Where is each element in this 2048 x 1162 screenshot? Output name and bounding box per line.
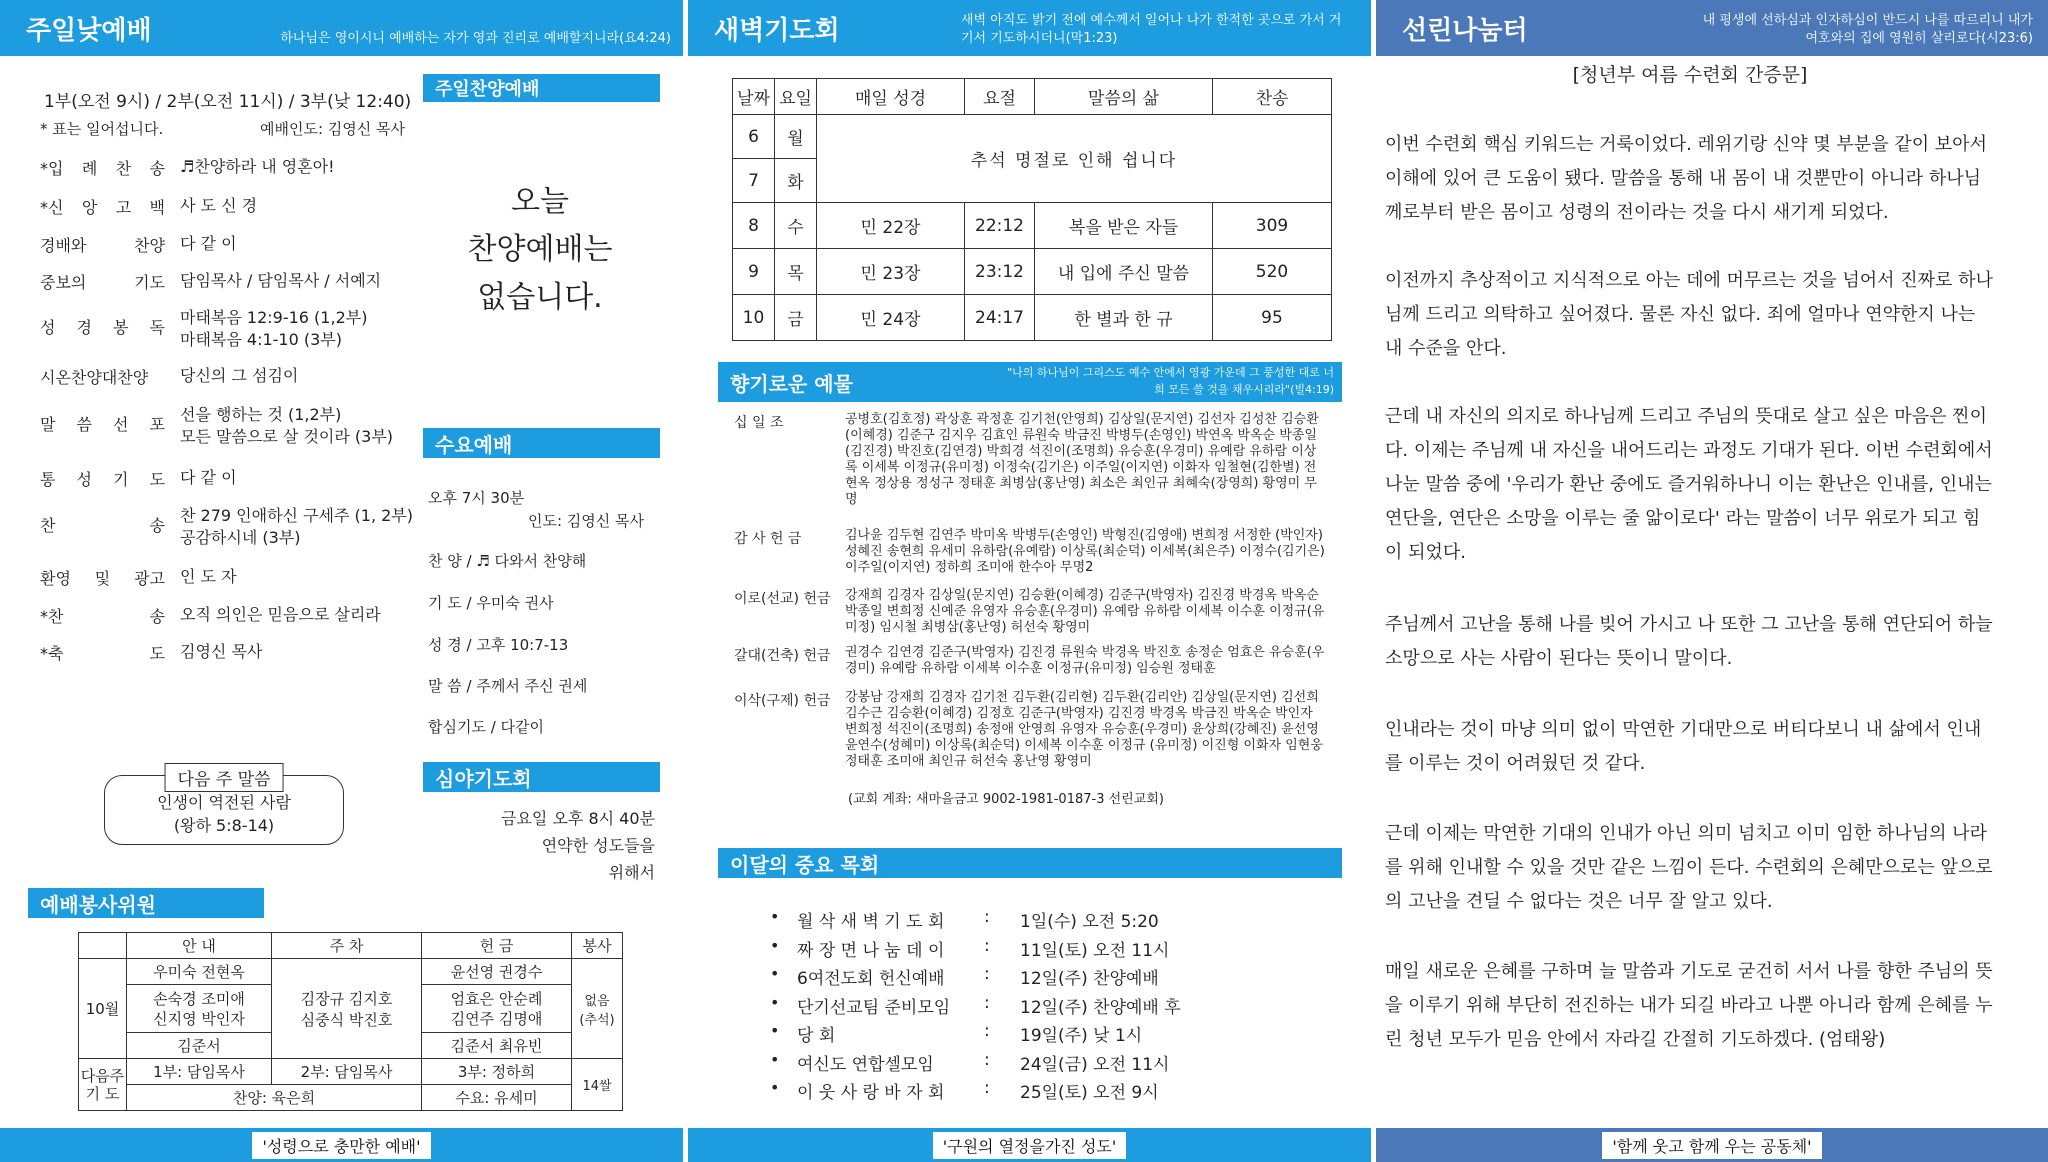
offering-verse: "나의 하나님이 그리스도 예수 안에서 영광 가운데 그 풍성한 대로 너희 모든 쓸 것을 채우시리라"(빌4:19) bbox=[1007, 366, 1334, 396]
testimony-paragraph: 이전까지 추상적이고 지식적으로 아는 데에 머무르는 것을 넘어서 진짜로 하나님께 드리고 의탁하고 싶어졌다. 물론 자신 없다. 죄에 얼마나 연약한지 나는 내 수준을 안다. bbox=[1385, 270, 1993, 359]
order-content: 당신의 그 섬김이 bbox=[180, 366, 299, 385]
col1-footer-text: '성령으로 충만한 예배' bbox=[252, 1132, 430, 1159]
wednesday-item: 기 도 / 우미숙 권사 bbox=[428, 594, 554, 612]
committee-corner bbox=[79, 933, 127, 959]
wednesday-item: 합심기도 / 다같이 bbox=[428, 718, 545, 736]
event-name: 월 삭 새 벽 기 도 회 bbox=[797, 912, 945, 932]
order-label: 중보의 기도 bbox=[40, 273, 165, 292]
order-content-2: 모든 말씀으로 살 것이라 (3부) bbox=[180, 427, 394, 446]
wednesday-item: 성 경 / 고후 10:7-13 bbox=[428, 636, 569, 654]
order-content: 다 같 이 bbox=[180, 234, 237, 253]
guide-r2: 손숙경 조미애 신지영 박인자 bbox=[127, 985, 272, 1033]
order-content: 찬 279 인애하신 구세주 (1, 2부) bbox=[180, 506, 414, 525]
row-life: 한 별과 한 규 bbox=[1035, 295, 1213, 341]
event-colon: : bbox=[984, 992, 990, 1013]
event-name: 6여전도회 헌신예배 bbox=[797, 969, 945, 989]
next-week-reference: (왕하 5:8-14) bbox=[173, 816, 275, 835]
event-date: 25일(토) 오전 9시 bbox=[1020, 1083, 1159, 1103]
col3-footer-text: '함께 웃고 함께 우는 공동체' bbox=[1602, 1132, 1821, 1159]
th-bible: 매일 성경 bbox=[817, 79, 965, 115]
event-name: 당 회 bbox=[797, 1026, 836, 1046]
order-label: 경배와 찬양 bbox=[40, 236, 165, 255]
next-week-title: 다음 주 말씀 bbox=[165, 763, 284, 792]
event-name: 단기선교팀 준비모임 bbox=[797, 997, 951, 1018]
night-prayer-info bbox=[440, 805, 655, 886]
service-cell: 없음 (추석) bbox=[572, 959, 623, 1059]
event-date: 1일(수) 오전 5:20 bbox=[1020, 912, 1159, 932]
praise-service-header: 주일찬양예배 bbox=[423, 74, 660, 102]
event-colon: : bbox=[984, 1049, 990, 1070]
offering-label: 갈대(건축) 헌금 bbox=[734, 648, 831, 664]
order-label: *축 도 bbox=[40, 644, 165, 663]
event-date: 12일(주) 찬양예배 bbox=[1020, 969, 1159, 989]
col1-header bbox=[0, 0, 683, 56]
event-date: 12일(주) 찬양예배 후 bbox=[1020, 997, 1181, 1018]
service-leader: 예배인도: 김영신 목사 bbox=[260, 120, 406, 138]
events-header: 이달의 중요 목회 bbox=[718, 848, 1342, 878]
testimony-paragraph: 근데 이제는 막연한 기대의 인내가 아닌 의미 넘치고 이미 임한 하나님의 나라를 위해 인내할 수 있을 것만 같은 느낌이 든다. 수련회의 은혜만으로는 앞으로의 고난을 견딜 수 없다는 것은 너무 잘 알고 있다. bbox=[1385, 823, 1993, 912]
order-content: 담임목사 / 담임목사 / 서예지 bbox=[180, 271, 382, 290]
th-life: 말씀의 삶 bbox=[1035, 79, 1213, 115]
offering-names: 권경수 김연경 김준구(박영자) 김진경 류원숙 박경옥 박진호 송정순 엄효은 유승훈(우경미) 유예람 유하람 이세복 이수훈 이정규(유미정) 임승원 정태훈 bbox=[845, 645, 1325, 676]
row-verse: 24:17 bbox=[965, 295, 1035, 341]
col1-verse: 하나님은 영이시니 예배하는 자가 영과 진리로 예배할지니라(요4:24) bbox=[280, 31, 671, 46]
col-offering: 헌 금 bbox=[422, 933, 572, 959]
event-bullet: • bbox=[770, 964, 780, 983]
service-times: 1부(오전 9시) / 2부(오전 11시) / 3부(낮 12:40) bbox=[44, 92, 412, 112]
col-service: 봉사 bbox=[572, 933, 623, 959]
event-bullet: • bbox=[770, 907, 780, 926]
event-name: 이 웃 사 랑 바 자 회 bbox=[797, 1083, 945, 1103]
row-date: 7 bbox=[733, 159, 775, 203]
offering-label: 이삭(구제) 헌금 bbox=[734, 693, 831, 709]
col2-footer bbox=[688, 1128, 1371, 1162]
offering-r1: 윤선영 권경수 bbox=[422, 959, 572, 985]
row-bible: 민 23장 bbox=[817, 249, 965, 295]
col2-title: 새벽기도회 bbox=[714, 15, 840, 46]
row-date: 8 bbox=[733, 203, 775, 249]
order-item bbox=[40, 566, 400, 602]
next-praise: 찬양: 육은희 bbox=[127, 1085, 422, 1111]
testimony-paragraph: 인내라는 것이 마냥 의미 없이 막연한 기대만으로 버티다보니 내 삶에서 인내를 이루는 것이 어려웠던 것 같다. bbox=[1385, 719, 1982, 774]
order-item bbox=[40, 641, 400, 677]
row-hymn: 309 bbox=[1213, 203, 1332, 249]
row-day: 목 bbox=[775, 249, 817, 295]
order-content: 인 도 자 bbox=[180, 567, 237, 586]
praise-notice bbox=[440, 178, 640, 322]
col1-title: 주일낮예배 bbox=[26, 15, 152, 46]
order-label: *찬 송 bbox=[40, 607, 165, 626]
order-label: 말 씀 선 포 bbox=[40, 415, 165, 434]
col3-verse: 내 평생에 선하심과 인자하심이 반드시 나를 따르리니 내가 여호와의 집에 영원히 살리로다(시23:6) bbox=[1702, 13, 2033, 46]
th-date: 날짜 bbox=[733, 79, 775, 115]
parking-cell: 김장규 김지호 심중식 박진호 bbox=[272, 959, 422, 1059]
row-life: 복을 받은 자들 bbox=[1035, 203, 1213, 249]
next-prayer-2: 2부: 담임목사 bbox=[272, 1059, 422, 1085]
committee-count: 14쌀 bbox=[572, 1059, 623, 1111]
row-hymn: 95 bbox=[1213, 295, 1332, 341]
order-item bbox=[40, 270, 400, 306]
event-colon: : bbox=[984, 935, 990, 956]
order-item bbox=[40, 307, 400, 349]
order-item bbox=[40, 604, 400, 640]
next-prayer-3: 3부: 정하희 bbox=[422, 1059, 572, 1085]
row-date: 10 bbox=[733, 295, 775, 341]
th-hymn: 찬송 bbox=[1213, 79, 1332, 115]
col2-verse: 새벽 아직도 밝기 전에 예수께서 일어나 나가 한적한 곳으로 가서 거기서 기도하시더니(막1:23) bbox=[961, 13, 1342, 46]
order-item bbox=[40, 233, 400, 269]
testimony-title: [청년부 여름 수련회 간증문] bbox=[1572, 64, 1808, 86]
next-wednesday: 수요: 유세미 bbox=[422, 1085, 572, 1111]
row-date: 9 bbox=[733, 249, 775, 295]
event-date: 24일(금) 오전 11시 bbox=[1020, 1054, 1170, 1075]
event-name: 짜 장 면 나 눔 데 이 bbox=[797, 940, 945, 961]
order-item bbox=[40, 505, 414, 547]
order-content: 사 도 신 경 bbox=[180, 196, 258, 215]
night-line-2: 연약한 성도들을 bbox=[541, 836, 655, 855]
order-label: *신 앙 고 백 bbox=[40, 198, 165, 217]
offering-title: 향기로운 예물 bbox=[730, 371, 853, 396]
month-label: 10월 bbox=[79, 959, 127, 1059]
offering-r3: 김준서 최유빈 bbox=[422, 1033, 572, 1059]
row-day: 화 bbox=[775, 159, 817, 203]
row-day: 수 bbox=[775, 203, 817, 249]
testimony-paragraph: 매일 새로운 은혜를 구하며 늘 말씀과 기도로 굳건히 서서 나를 향한 주님의 뜻을 이루기 위해 부단히 전진하는 내가 되길 바라고 나뿐 아니라 함께 은혜를 누린 청년 모두가 믿음 안에서 자라길 간절히 기도하겠다. (엄태왕) bbox=[1385, 961, 1993, 1050]
next-week-box bbox=[104, 770, 344, 845]
col1-footer bbox=[0, 1128, 683, 1162]
col3-header bbox=[1376, 0, 2048, 56]
standing-note: * 표는 일어섭니다. bbox=[40, 120, 164, 138]
offering-label: 십 일 조 bbox=[734, 415, 784, 431]
night-prayer-header: 심야기도회 bbox=[423, 762, 660, 792]
next-week-label: 다음주 기 도 bbox=[79, 1059, 127, 1111]
row-life: 내 입에 주신 말씀 bbox=[1035, 249, 1213, 295]
order-content: 오직 의인은 믿음으로 살리라 bbox=[180, 605, 381, 624]
next-week-sermon: 인생이 역전된 사람 bbox=[157, 793, 291, 812]
night-line-3: 위해서 bbox=[608, 863, 655, 882]
order-content: 선을 행하는 것 (1,2부) bbox=[180, 405, 342, 424]
order-content-2: 마태복음 4:1-10 (3부) bbox=[180, 330, 342, 349]
wednesday-time: 오후 7시 30분 bbox=[428, 489, 525, 507]
event-colon: : bbox=[984, 964, 990, 984]
col3-title: 선린나눔터 bbox=[1402, 15, 1528, 46]
bank-account: (교회 계좌: 새마을금고 9002-1981-0187-3 선린교회) bbox=[848, 792, 1164, 807]
order-content: 마태복음 12:9-16 (1,2부) bbox=[180, 308, 368, 327]
col2-footer-text: '구원의 열정을가진 성도' bbox=[933, 1132, 1127, 1159]
order-content: 김영신 목사 bbox=[180, 642, 263, 661]
event-colon: : bbox=[984, 1078, 990, 1098]
order-item bbox=[40, 156, 400, 192]
wednesday-item: 말 씀 / 주께서 주신 권세 bbox=[428, 677, 588, 695]
row-date: 6 bbox=[733, 115, 775, 159]
th-verse: 요절 bbox=[965, 79, 1035, 115]
order-label: 시온찬양대찬양 bbox=[40, 368, 149, 387]
order-label: 성 경 봉 독 bbox=[40, 318, 165, 337]
offering-header bbox=[718, 362, 1342, 402]
row-day: 금 bbox=[775, 295, 817, 341]
event-bullet: • bbox=[770, 1078, 780, 1097]
order-item bbox=[40, 195, 400, 231]
guide-r3: 김준서 bbox=[127, 1033, 272, 1059]
committee-header: 예배봉사위원 bbox=[28, 888, 264, 918]
testimony-paragraph: 이번 수련회 핵심 키워드는 거룩이었다. 레위기랑 신약 몇 부분을 같이 보아서 이해에 있어 큰 도움이 됐다. 말씀을 통해 내 몸이 내 것뿐만이 아니라 하나님께로부터 받은 몸이고 성령의 전이라는 것을 다시 새기게 되었다. bbox=[1385, 134, 1987, 223]
committee-table bbox=[78, 932, 623, 1111]
event-date: 11일(토) 오전 11시 bbox=[1020, 940, 1170, 961]
offering-names: 강봉남 강재희 김경자 김기천 김두환(김리현) 김두환(김리안) 김상일(문지연) 김선희 김수근 김승환(이혜경) 김정호 김준구(박영자) 김진경 박경옥 박금진 박옥순 박인자 변희정 석진이(조명희) 송정애 안영희 유영자 유승훈(우경미) 윤상희(강혜진) 윤선영 윤연수(성혜미) 이상록(최순덕) 이세복 이수훈 이정규 (유미정) 이진형 이화자 임현웅 정태훈 조미애 최인규 허선숙 홍난영 황영미 bbox=[845, 690, 1323, 769]
offering-names: 강재희 김경자 김상일(문지연) 김승환(이혜경) 김준구(박영자) 김진경 박경옥 박옥순 박종일 변희정 신예준 유영자 유승훈(우경미) 유예람 유하람 이세복 이수훈 이정규(유미정) 임시철 최병삼(홍난영) 허선숙 황영미 bbox=[845, 588, 1325, 635]
praise-line-1: 오늘 bbox=[511, 184, 569, 219]
praise-line-2: 찬양예배는 bbox=[467, 232, 613, 267]
order-label: 찬 송 bbox=[40, 516, 165, 535]
offering-label: 이로(선교) 헌금 bbox=[734, 591, 831, 607]
dawn-prayer-table bbox=[732, 78, 1332, 341]
event-bullet: • bbox=[770, 935, 780, 955]
row-verse: 22:12 bbox=[965, 203, 1035, 249]
order-content-2: 공감하시네 (3부) bbox=[180, 528, 301, 547]
testimony-paragraph: 주님께서 고난을 통해 나를 빚어 가시고 나 또한 그 고난을 통해 연단되어 하늘소망으로 사는 사람이 된다는 뜻이니 말이다. bbox=[1385, 614, 1993, 669]
event-bullet: • bbox=[770, 1021, 780, 1040]
night-line-1: 금요일 오후 8시 40분 bbox=[501, 809, 655, 828]
order-item bbox=[40, 404, 400, 446]
event-bullet: • bbox=[770, 1049, 780, 1069]
offering-label: 감 사 헌 금 bbox=[734, 531, 802, 547]
order-label: 환영 및 광고 bbox=[40, 569, 165, 588]
guide-r1: 우미숙 전현옥 bbox=[127, 959, 272, 985]
row-verse: 23:12 bbox=[965, 249, 1035, 295]
offering-names: 김나윤 김두현 김연주 박미옥 박병두(손영인) 박형진(김영애) 변희정 서정한 (박인자) 성혜진 송현희 유세미 유하람(유예람) 이상록(최순덕) 이세복(최은주) 이정수(김기은) 이주일(이지연) 정하희 조미애 한수아 무명2 bbox=[845, 528, 1325, 575]
row-day: 월 bbox=[775, 115, 817, 159]
order-label: 통 성 기 도 bbox=[40, 470, 165, 489]
th-day: 요일 bbox=[775, 79, 817, 115]
event-date: 19일(주) 낮 1시 bbox=[1020, 1026, 1143, 1046]
event-bullet: • bbox=[770, 992, 780, 1012]
event-colon: : bbox=[984, 1021, 990, 1041]
col2-header bbox=[688, 0, 1371, 56]
offering-r2: 엄효은 안순례 김연주 김명애 bbox=[422, 985, 572, 1033]
testimony-paragraph: 근데 내 자신의 의지로 하나님께 드리고 주님의 뜻대로 살고 싶은 마음은 찐이다. 이제는 주님께 내 자신을 내어드리는 과정도 기대가 된다. 이번 수련회에서 나눈 말씀 중에 '우리가 환난 중에도 즐거워하나니 이는 환난은 인내를, 인내는 연단을, 연단은 소망을 이루는 줄 앎이로다' 라는 말씀이 너무 위로가 되고 힘이 되었다. bbox=[1385, 406, 1993, 563]
order-content: ♬찬양하라 내 영혼아! bbox=[180, 157, 335, 176]
row-bible: 민 24장 bbox=[817, 295, 965, 341]
row-bible: 민 22장 bbox=[817, 203, 965, 249]
order-content: 다 같 이 bbox=[180, 468, 237, 487]
col-parking: 주 차 bbox=[272, 933, 422, 959]
row-hymn: 520 bbox=[1213, 249, 1332, 295]
holiday-notice: 추석 명절로 인해 쉽니다 bbox=[817, 115, 1332, 203]
praise-line-3: 없습니다. bbox=[477, 280, 603, 315]
order-item bbox=[40, 467, 400, 503]
wednesday-leader: 인도: 김영신 목사 bbox=[528, 512, 645, 530]
offering-names: 공병호(김호정) 곽상훈 곽정훈 김기천(안영희) 김상일(문지연) 김선자 김성찬 김승환(이혜경) 김준구 김지우 김효인 류원숙 박금진 박병두(손영인) 박연옥 박옥순 박종일(김진경) 박진호(김연경) 박희경 석진이(조명희) 유승훈(우경미) 유예람 유하람 이상록 이세복 이정규(유미정) 이정숙(김기은) 이주일(이지연) 이화자 임철현(김한별) 전현옥 정상용 정성구 정태훈 최병삼(홍난영) 최소은 최인규 최혜숙(장영희) 황영미 무명 bbox=[845, 412, 1319, 507]
col3-footer bbox=[1376, 1128, 2048, 1162]
order-label: *입 례 찬 송 bbox=[40, 159, 165, 178]
order-item bbox=[40, 365, 400, 401]
col-guide: 안 내 bbox=[127, 933, 272, 959]
event-name: 여신도 연합셀모임 bbox=[797, 1054, 934, 1075]
wednesday-item: 찬 양 / ♬ 다와서 찬양해 bbox=[428, 552, 587, 570]
wednesday-service-header: 수요예배 bbox=[423, 428, 660, 458]
next-prayer-1: 1부: 담임목사 bbox=[127, 1059, 272, 1085]
event-colon: : bbox=[984, 907, 990, 927]
